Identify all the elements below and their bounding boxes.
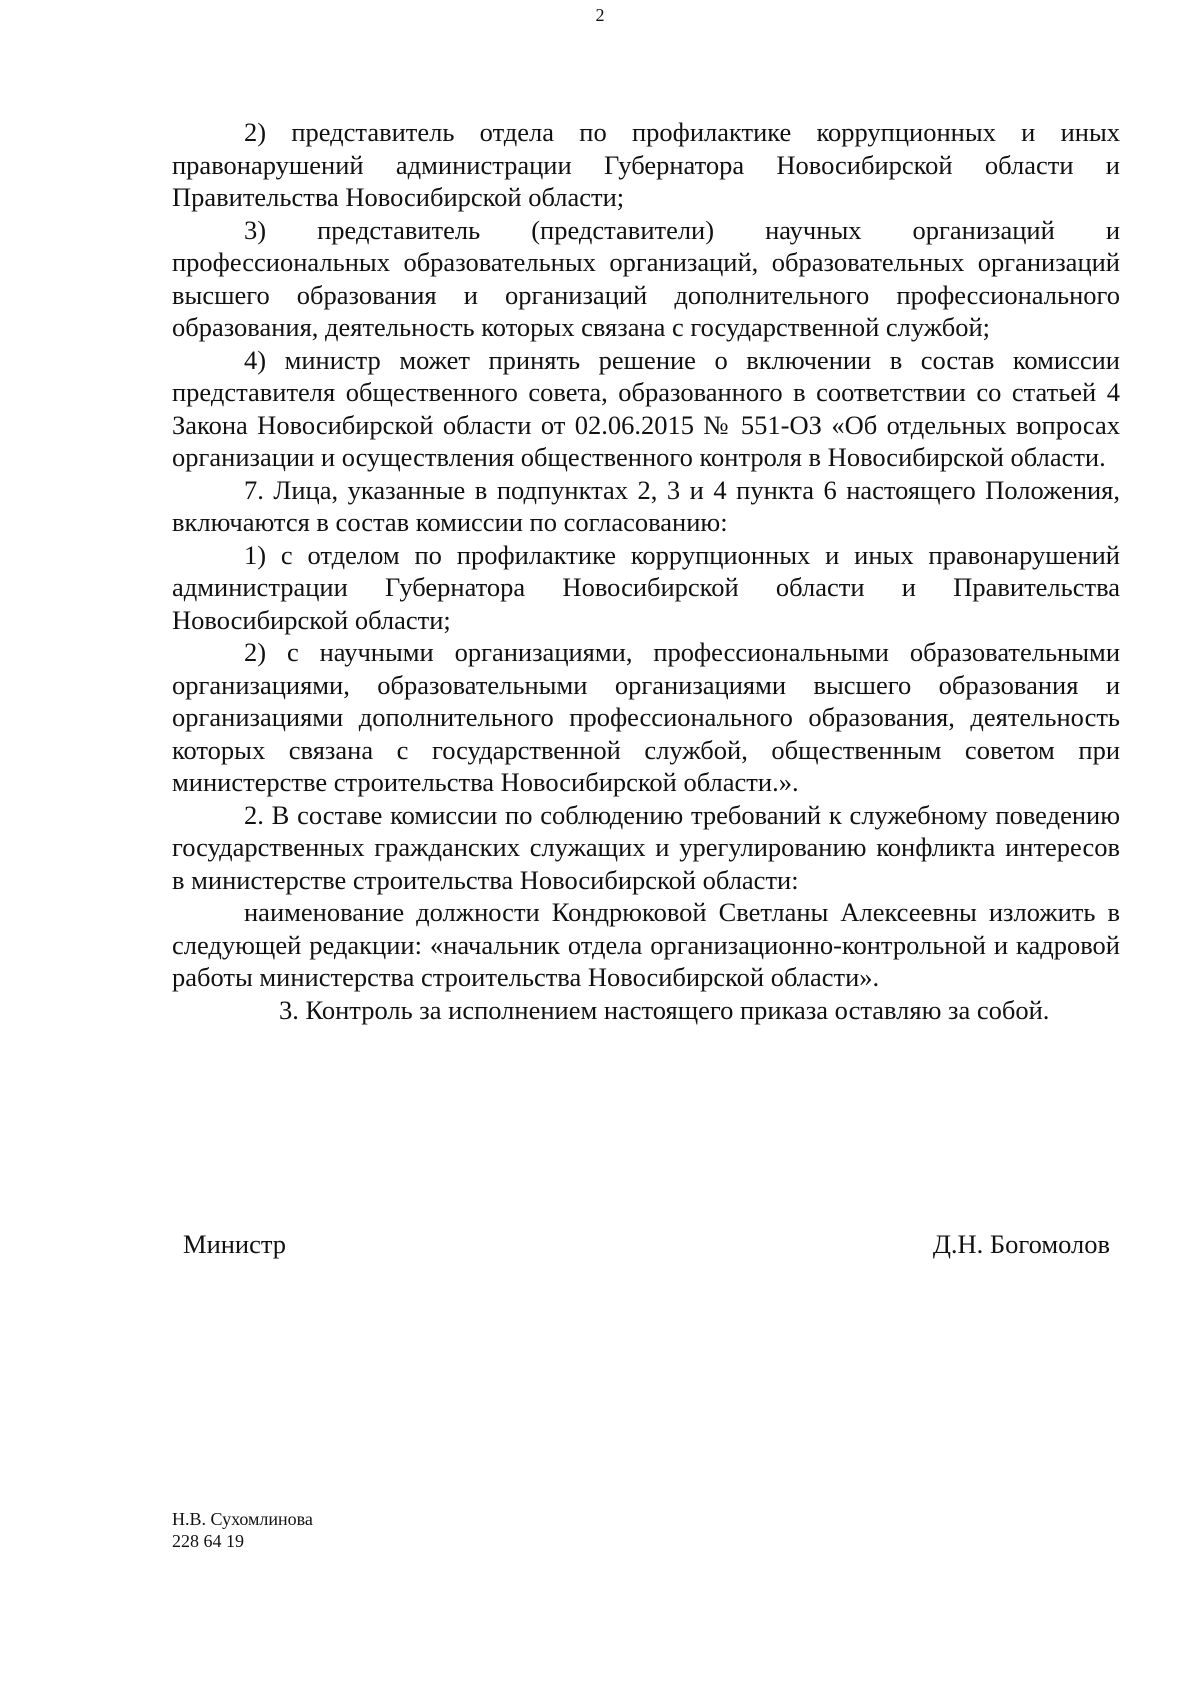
document-body [172, 116, 1120, 1026]
paragraph-point-3-control: 3. Контроль за исполнением настоящего приказа оставляю за собой. [279, 994, 1050, 1025]
paragraph-clause-7-item-1: 1) с отделом по профилактике коррупционных и иных правонарушений администрации Губернатора Новосибирской области и Правительства Новосибирской области; [172, 539, 1120, 635]
paragraph-point-2: 2. В составе комиссии по соблюдению требований к служебному поведению государственных гражданских служащих и урегулированию конфликта интересов в министерстве строительства Новосибирской области: [172, 799, 1120, 895]
paragraph-clause-7: 7. Лица, указанные в подпунктах 2, 3 и 4 пункта 6 настоящего Положения, включаются в состав комиссии по согласованию: [172, 474, 1120, 537]
executor-block [172, 1508, 313, 1552]
paragraph-item-3-representatives: 3) представитель (представители) научных организаций и профессиональных образовательных организаций, образовательных организаций высшего образования и организаций дополнительного профессионального образования, деятельность которых связана с государственной службой; [172, 214, 1120, 342]
paragraph-position-title-change: наименование должности Кондрюковой Светланы Алексеевны изложить в следующей редакции: «начальник отдела организационно-контрольной и кадровой работы министерства строительства Новосибирской области». [172, 897, 1120, 992]
signature-block [183, 1228, 1110, 1260]
executor-phone: 228 64 19 [172, 1531, 244, 1551]
signatory-name: Д.Н. Богомолов [932, 1229, 1110, 1259]
page-number: 2 [595, 5, 605, 25]
executor-name: Н.В. Сухомлинова [172, 1509, 313, 1529]
signatory-position: Министр [183, 1229, 287, 1259]
paragraph-clause-7-item-2: 2) с научными организациями, профессиональными образовательными организациями, образовательными организациями высшего образования и организациями дополнительного профессионального образования, деятельность которых связана с государственной службой, общественным советом при министерстве строительства Новосибирской области.». [172, 637, 1120, 797]
paragraph-item-4-minister: 4) министр может принять решение о включении в состав комиссии представителя общественного совета, образованного в соответствии со статьей 4 Закона Новосибирской области от 02.06.2015 № 551-ОЗ «Об отдельных вопросах организации и осуществления общественного контроля в Новосибирской области. [172, 344, 1120, 472]
paragraph-item-2-representative: 2) представитель отдела по профилактике коррупционных и иных правонарушений администрации Губернатора Новосибирской области и Правительства Новосибирской области; [172, 117, 1120, 212]
